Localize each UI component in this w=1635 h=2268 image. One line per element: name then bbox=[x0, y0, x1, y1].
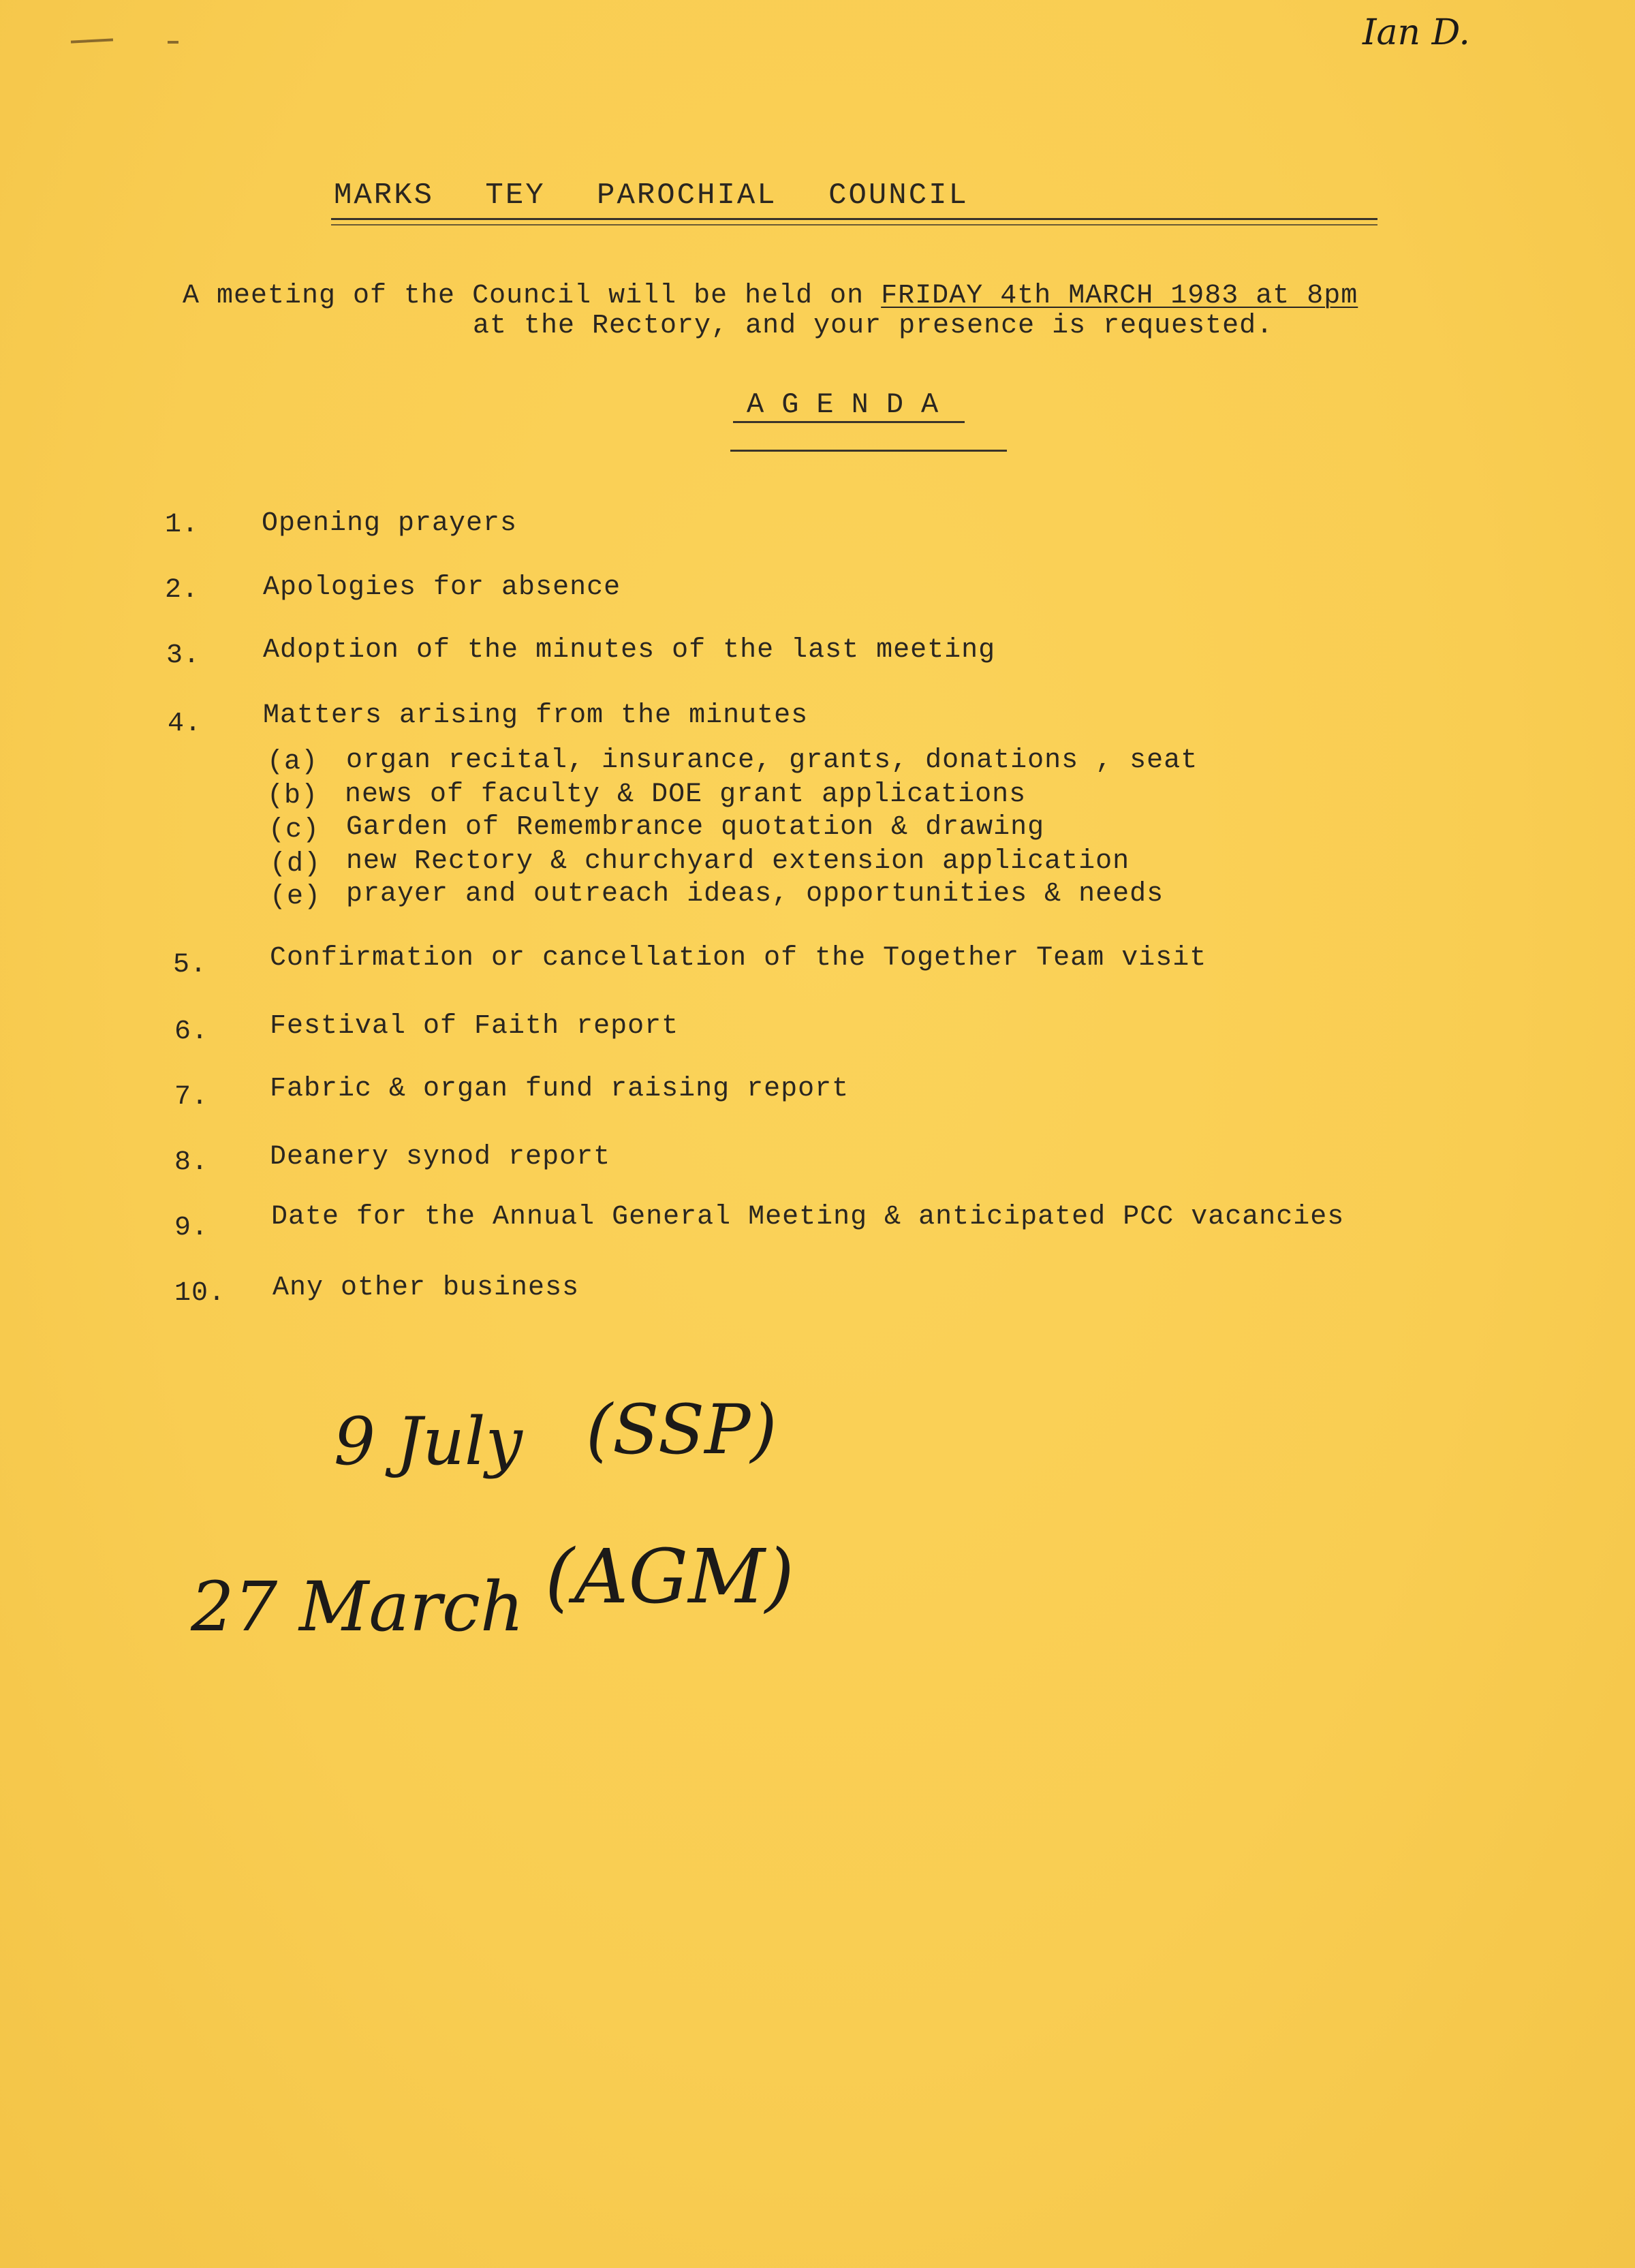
handwritten-initials: Ian D. bbox=[1362, 12, 1470, 53]
subitem-label: (c) bbox=[268, 815, 320, 845]
margin-pencil-mark bbox=[168, 41, 178, 44]
agenda-underline bbox=[733, 421, 965, 423]
meeting-notice-line-2: at the Rectory, and your presence is requested. bbox=[473, 311, 1274, 341]
agenda-item-text: Matters arising from the minutes bbox=[263, 700, 809, 731]
subitem-text: organ recital, insurance, grants, donations , seat bbox=[346, 745, 1198, 776]
handwritten-note-text: (SSP) bbox=[586, 1390, 777, 1470]
agenda-item-number: 2. bbox=[165, 575, 200, 606]
agenda-item-text: Adoption of the minutes of the last meeting bbox=[263, 635, 996, 666]
agenda-item-text: Fabric & organ fund raising report bbox=[270, 1074, 850, 1104]
agenda-item-number: 6. bbox=[174, 1016, 209, 1047]
handwritten-note-text: (AGM) bbox=[545, 1533, 794, 1620]
meeting-date: FRIDAY 4th MARCH 1983 at 8pm bbox=[881, 281, 1358, 311]
agenda-item-text: Apologies for absence bbox=[263, 572, 621, 603]
subitem-label: (a) bbox=[267, 747, 319, 777]
handwritten-note-date: 27 March bbox=[191, 1567, 525, 1647]
agenda-item-number: 3. bbox=[166, 640, 201, 671]
meeting-notice-prefix: A meeting of the Council will be held on bbox=[183, 281, 882, 311]
agenda-item-number: 9. bbox=[174, 1213, 209, 1243]
subitem-text: news of faculty & DOE grant applications bbox=[345, 779, 1027, 810]
subitem-text: prayer and outreach ideas, opportunities & needs bbox=[346, 879, 1164, 910]
agenda-item-number: 8. bbox=[174, 1147, 209, 1178]
subitem-text: new Rectory & churchyard extension application bbox=[346, 846, 1130, 877]
handwritten-note-date: 9 July bbox=[334, 1403, 523, 1480]
council-title: MARKS TEY PAROCHIAL COUNCIL bbox=[334, 178, 969, 213]
agenda-heading-text: AGENDA bbox=[747, 388, 956, 421]
agenda-item-text: Opening prayers bbox=[262, 508, 518, 539]
margin-pencil-mark bbox=[71, 38, 113, 43]
agenda-item-text: Date for the Annual General Meeting & anticipated PCC vacancies bbox=[271, 1202, 1345, 1232]
agenda-item-text: Deanery synod report bbox=[270, 1142, 611, 1172]
title-underline bbox=[331, 224, 1377, 226]
agenda-item-text: Any other business bbox=[272, 1273, 580, 1303]
agenda-item-text: Confirmation or cancellation of the Together Team visit bbox=[270, 943, 1207, 974]
agenda-underline bbox=[730, 450, 1007, 452]
agenda-item-text: Festival of Faith report bbox=[270, 1011, 679, 1042]
subitem-text: Garden of Remembrance quotation & drawing bbox=[346, 812, 1045, 843]
subitem-label: (e) bbox=[270, 882, 322, 912]
agenda-item-number: 4. bbox=[168, 709, 202, 739]
meeting-notice-line-1 bbox=[183, 281, 1358, 311]
subitem-label: (b) bbox=[267, 781, 319, 811]
agenda-item-number: 10. bbox=[174, 1278, 226, 1309]
agenda-item-number: 7. bbox=[174, 1082, 209, 1113]
title-underline bbox=[331, 218, 1377, 220]
agenda-item-number: 5. bbox=[173, 950, 208, 980]
agenda-item-number: 1. bbox=[165, 510, 200, 540]
subitem-label: (d) bbox=[270, 849, 322, 880]
agenda-heading bbox=[747, 388, 956, 421]
